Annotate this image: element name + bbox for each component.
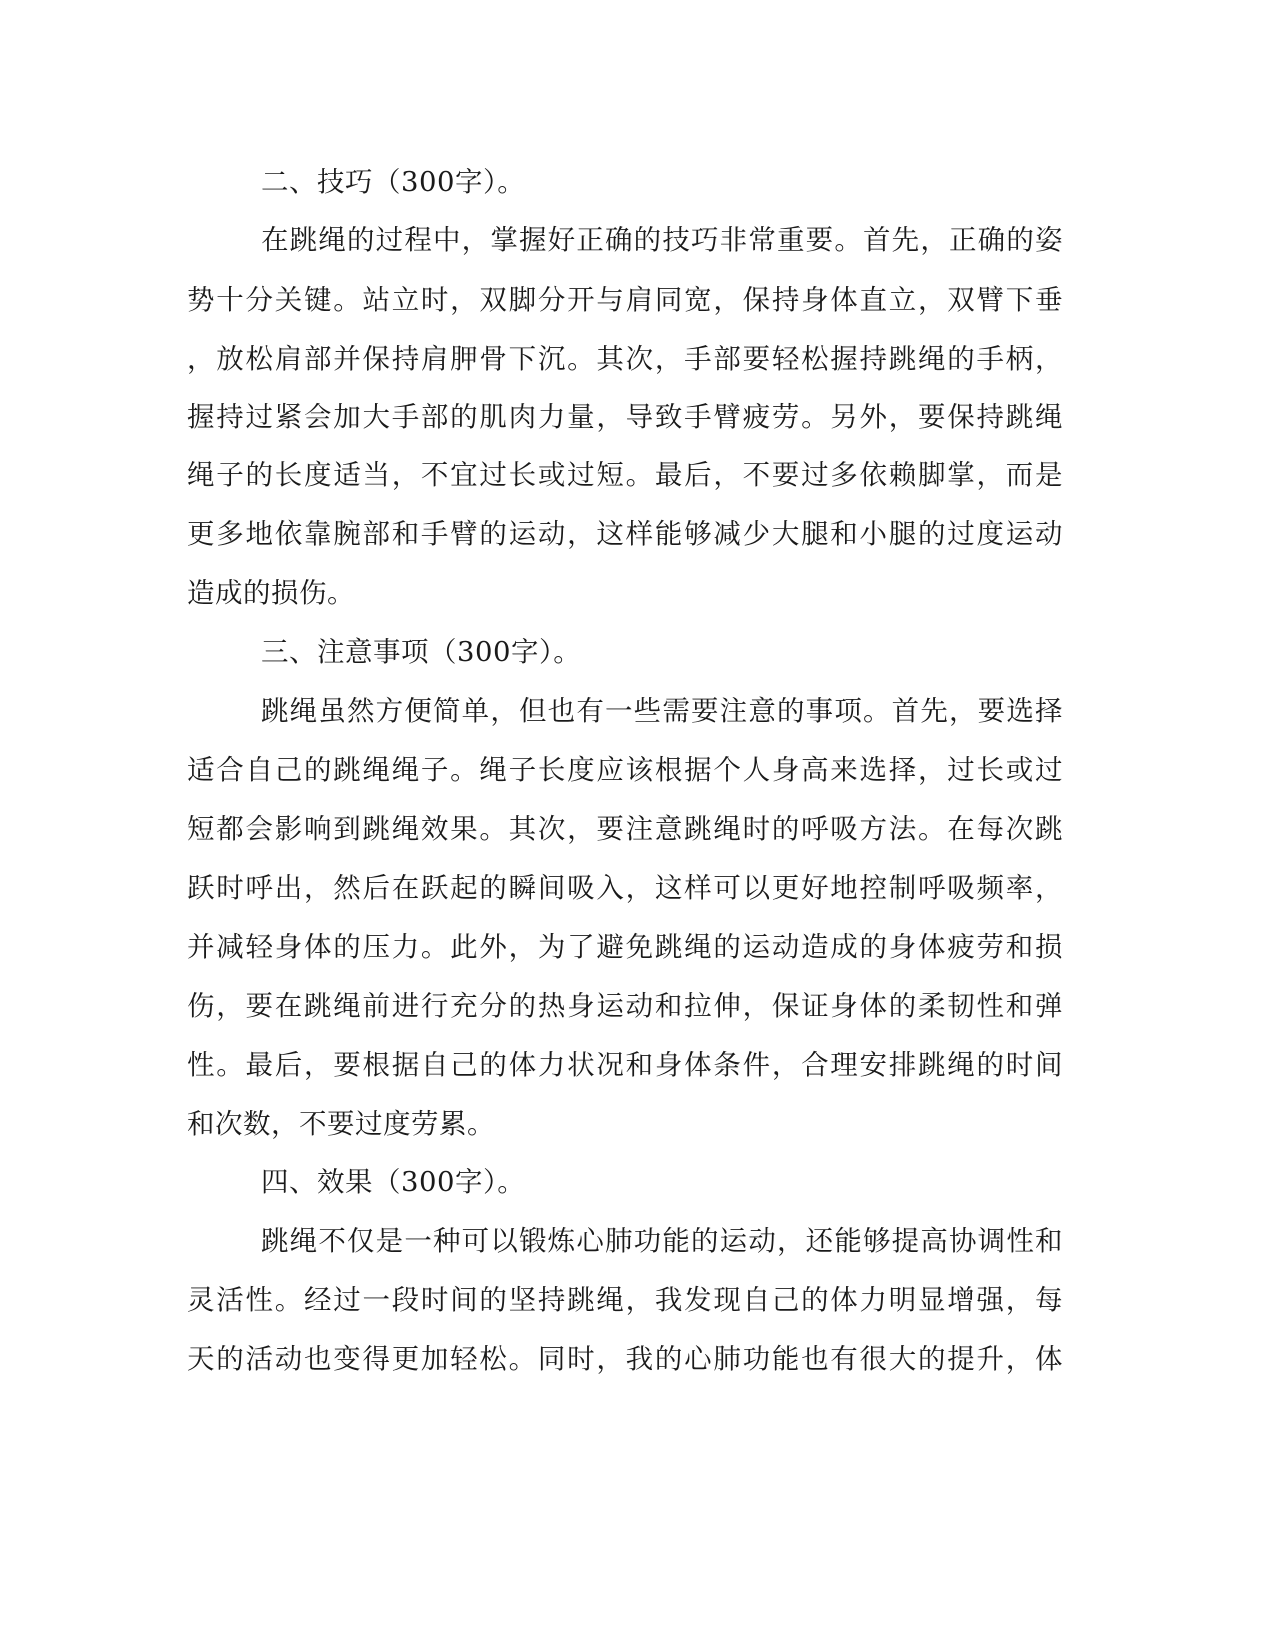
section-heading-precautions: 三、注意事项（300字）。: [261, 636, 582, 668]
paragraph-line: 并减轻身体的压力。此外，为了避免跳绳的运动造成的身体疲劳和损: [187, 931, 1063, 963]
paragraph-line: 性。最后，要根据自己的体力状况和身体条件，合理安排跳绳的时间: [187, 1049, 1063, 1081]
paragraph-line: 和次数，不要过度劳累。: [187, 1108, 495, 1140]
paragraph-line: ，放松肩部并保持肩胛骨下沉。其次，手部要轻松握持跳绳的手柄，: [187, 343, 1063, 375]
paragraph-line: 在跳绳的过程中，掌握好正确的技巧非常重要。首先，正确的姿: [261, 224, 1063, 256]
paragraph-line: 跃时呼出，然后在跃起的瞬间吸入，这样可以更好地控制呼吸频率，: [187, 872, 1063, 904]
paragraph-line: 握持过紧会加大手部的肌肉力量，导致手臂疲劳。另外，要保持跳绳: [187, 401, 1063, 433]
section-heading-technique: 二、技巧（300字）。: [261, 166, 526, 198]
paragraph-line: 伤，要在跳绳前进行充分的热身运动和拉伸，保证身体的柔韧性和弹: [187, 990, 1063, 1022]
paragraph-line: 势十分关键。站立时，双脚分开与肩同宽，保持身体直立，双臂下垂: [187, 284, 1063, 316]
paragraph-line: 天的活动也变得更加轻松。同时，我的心肺功能也有很大的提升，体: [187, 1343, 1063, 1375]
paragraph-line: 跳绳不仅是一种可以锻炼心肺功能的运动，还能够提高协调性和: [261, 1225, 1063, 1257]
paragraph-line: 适合自己的跳绳绳子。绳子长度应该根据个人身高来选择，过长或过: [187, 754, 1063, 786]
paragraph-line: 跳绳虽然方便简单，但也有一些需要注意的事项。首先，要选择: [261, 695, 1063, 727]
paragraph-line: 更多地依靠腕部和手臂的运动，这样能够减少大腿和小腿的过度运动: [187, 518, 1063, 550]
section-heading-effects: 四、效果（300字）。: [261, 1166, 526, 1198]
paragraph-line: 造成的损伤。: [187, 577, 355, 609]
paragraph-line: 绳子的长度适当，不宜过长或过短。最后，不要过多依赖脚掌，而是: [187, 459, 1063, 491]
paragraph-line: 短都会影响到跳绳效果。其次，要注意跳绳时的呼吸方法。在每次跳: [187, 813, 1063, 845]
paragraph-line: 灵活性。经过一段时间的坚持跳绳，我发现自己的体力明显增强，每: [187, 1284, 1063, 1316]
